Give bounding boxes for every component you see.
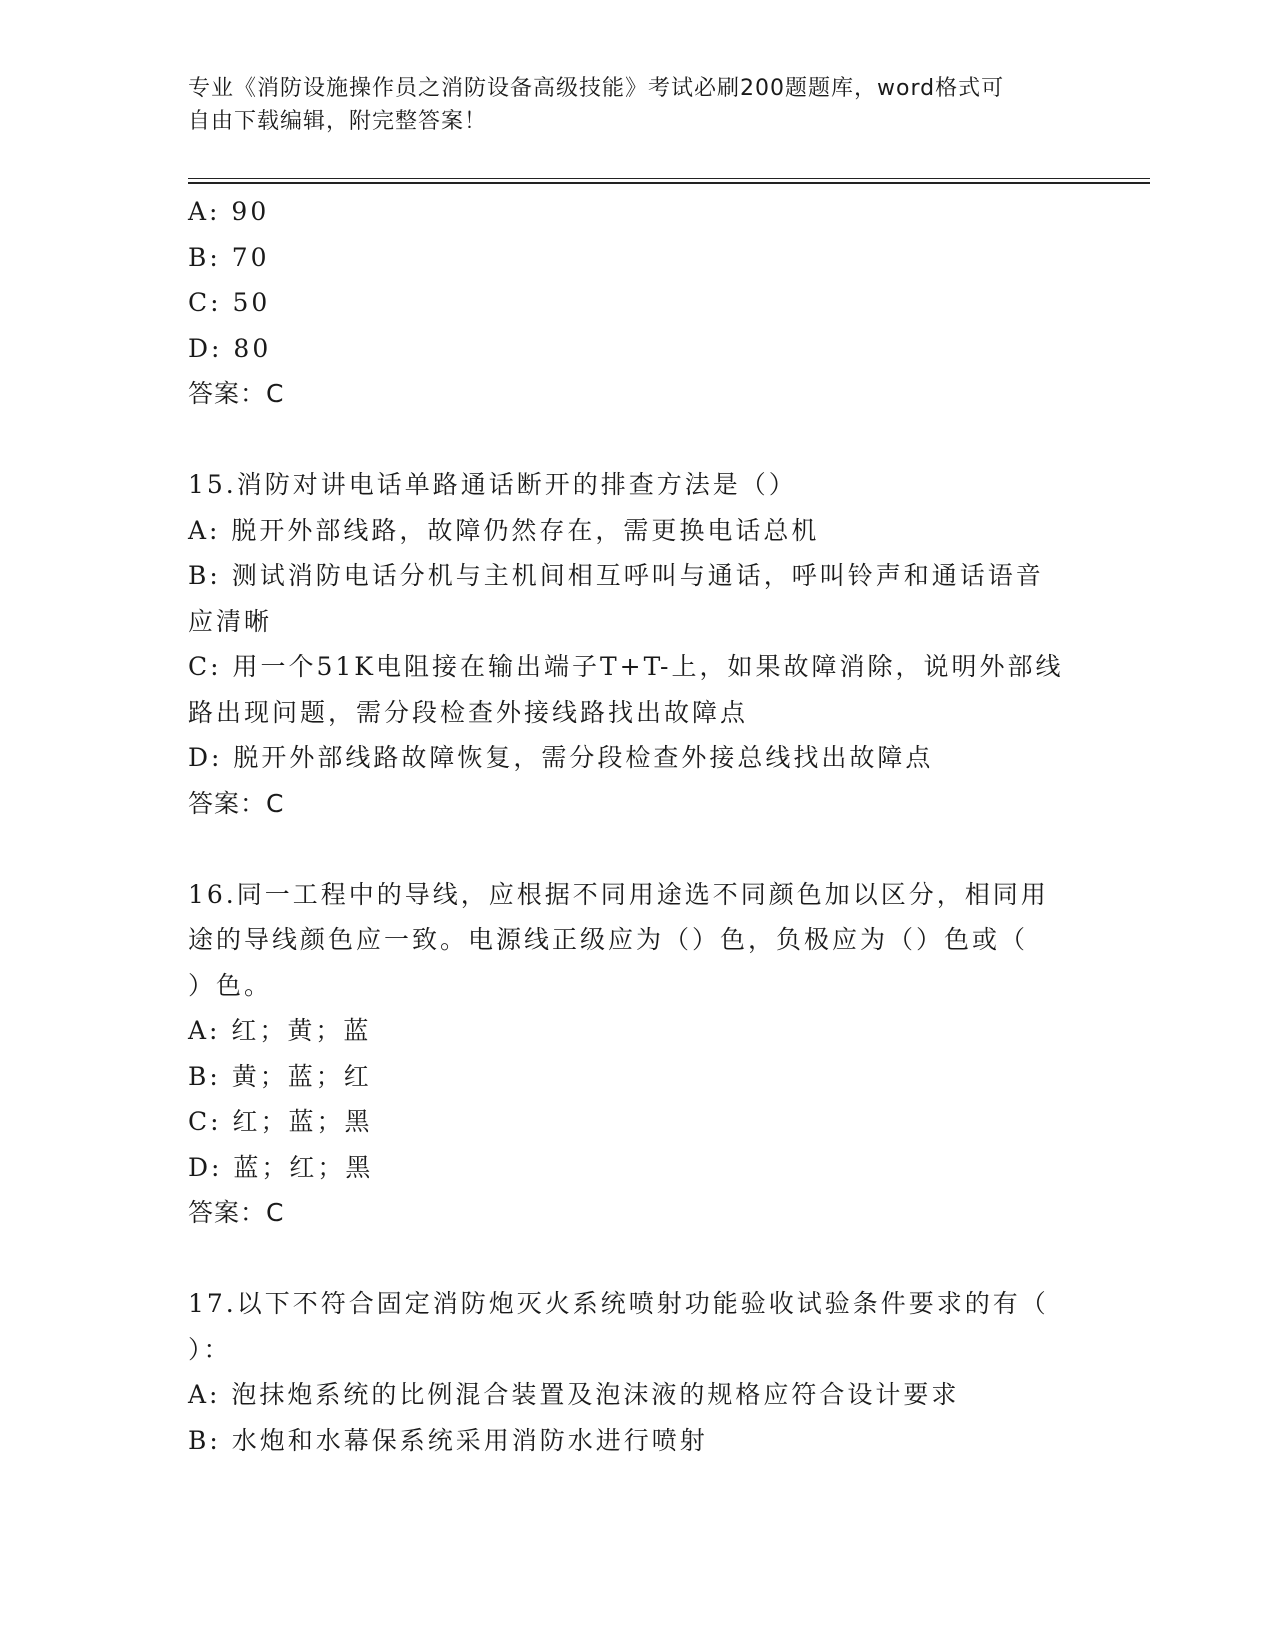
header-divider-thin <box>188 178 1150 179</box>
document-body <box>188 189 1088 1463</box>
q15-question: 15.消防对讲电话单路通话断开的排查方法是（） <box>188 470 797 499</box>
question-17-block <box>188 1281 1088 1463</box>
q17-question-line-1: 17.以下不符合固定消防炮灭火系统喷射功能验收试验条件要求的有（ <box>188 1289 1049 1318</box>
q16-option-b: B: 黄；蓝；红 <box>188 1061 372 1091</box>
q15-answer: 答案：C <box>188 788 285 818</box>
q16-option-d: D: 蓝；红；黑 <box>188 1152 374 1182</box>
header-divider-thick <box>188 182 1150 184</box>
q16-answer: 答案：C <box>188 1198 285 1227</box>
document-header <box>188 72 1068 138</box>
q14-option-c: C: 50 <box>188 288 271 317</box>
q14-answer: 答案：C <box>188 379 285 408</box>
question-14-block <box>188 189 1088 417</box>
q15-option-b-line-2: 应清晰 <box>188 606 273 636</box>
q16-question-line-1: 16.同一工程中的导线，应根据不同用途选不同颜色加以区分，相同用 <box>188 879 1049 909</box>
q15-option-c-line-1: C: 用一个51K电阻接在输出端子T+T-上，如果故障消除，说明外部线 <box>188 652 1064 681</box>
header-line-1: 专业《消防设施操作员之消防设备高级技能》考试必刷200题题库，word格式可 <box>188 76 1005 101</box>
q14-option-a: A: 90 <box>188 197 270 226</box>
header-line-2: 自由下载编辑，附完整答案！ <box>188 109 488 134</box>
spacer <box>188 826 1088 872</box>
q15-option-a: A: 脱开外部线路，故障仍然存在，需更换电话总机 <box>188 515 820 545</box>
q14-option-b: B: 70 <box>188 242 270 272</box>
q16-question-line-3: ）色。 <box>188 970 273 1000</box>
q16-option-a: A: 红；黄；蓝 <box>188 1016 372 1045</box>
question-15-block <box>188 462 1088 826</box>
q16-option-c: C: 红；蓝；黑 <box>188 1107 373 1136</box>
q14-option-d: D: 80 <box>188 333 272 363</box>
q17-question-line-2: ）： <box>188 1334 232 1364</box>
question-16-block <box>188 872 1088 1236</box>
q16-question-line-2: 途的导线颜色应一致。电源线正级应为（）色，负极应为（）色或（ <box>188 925 1029 954</box>
spacer <box>188 1236 1088 1282</box>
q15-option-b-line-1: B: 测试消防电话分机与主机间相互呼叫与通话，呼叫铃声和通话语音 <box>188 561 1044 590</box>
q17-option-a: A: 泡抹炮系统的比例混合装置及泡沫液的规格应符合设计要求 <box>188 1380 960 1409</box>
q15-option-c-line-2: 路出现问题，需分段检查外接线路找出故障点 <box>188 697 749 727</box>
q15-option-d: D: 脱开外部线路故障恢复，需分段检查外接总线找出故障点 <box>188 743 934 772</box>
spacer <box>188 417 1088 463</box>
q17-option-b: B: 水炮和水幕保系统采用消防水进行喷射 <box>188 1425 708 1455</box>
